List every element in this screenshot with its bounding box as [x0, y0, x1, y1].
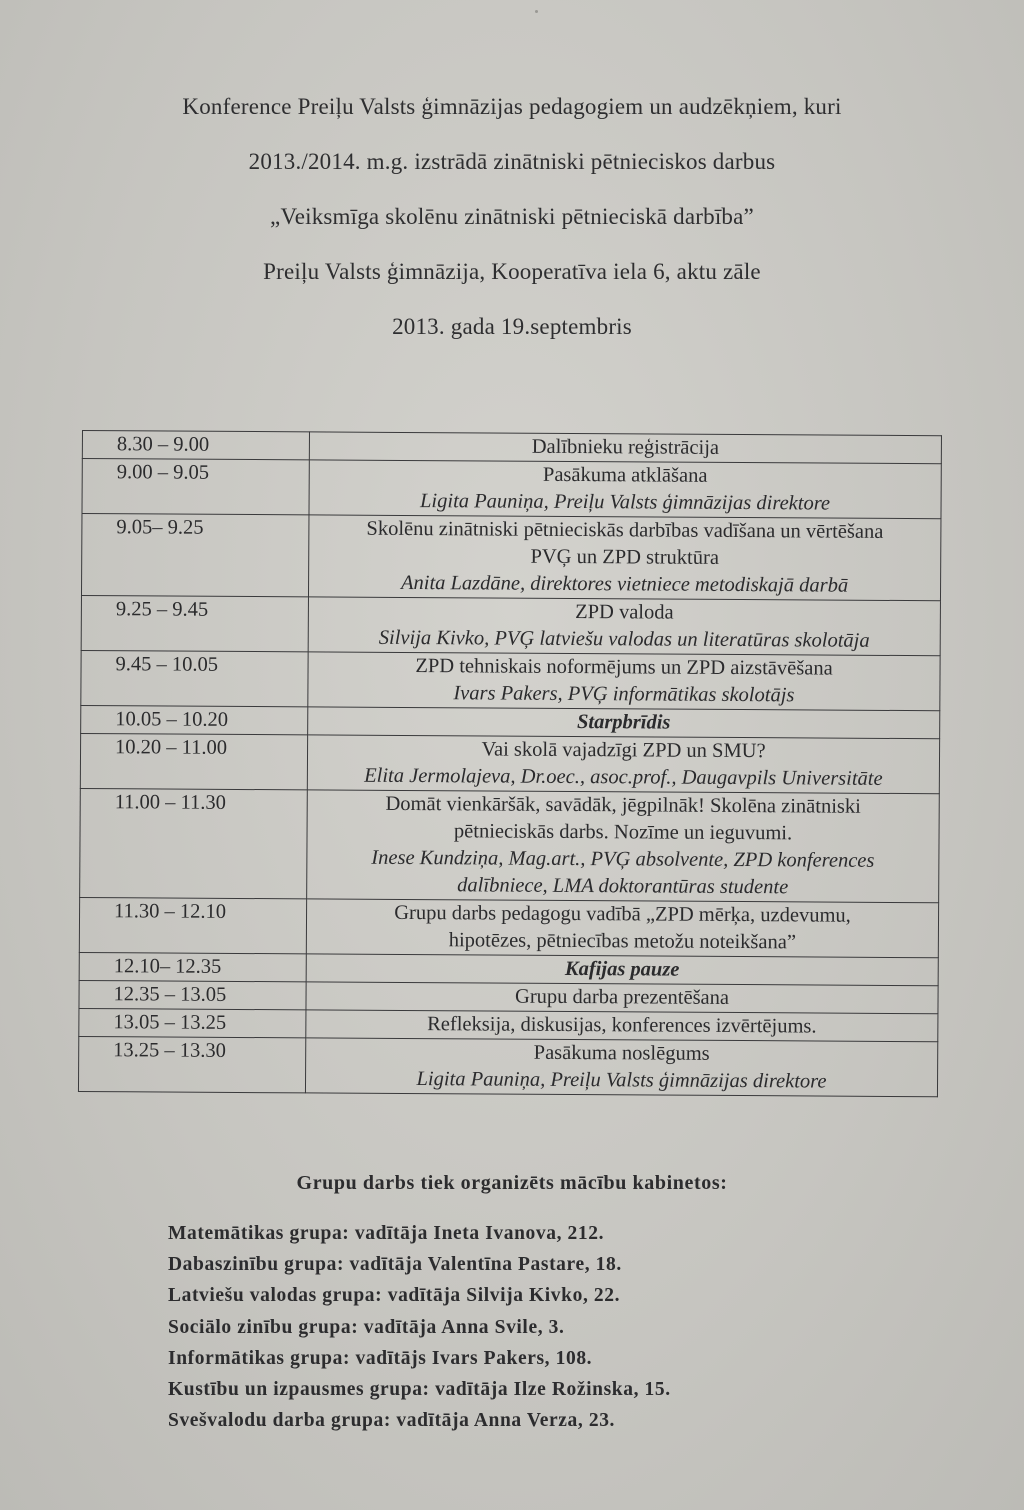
group-item: Svešvalodu darba grupa: vadītāja Anna Verza, 23.: [168, 1410, 616, 1432]
schedule-time: 9.05– 9.25: [81, 514, 308, 597]
session-speaker: Ligita Pauniņa, Preiļu Valsts ģimnāzijas direktore: [420, 490, 831, 515]
schedule-description: [309, 460, 941, 519]
session-title: pētnieciskās darbs. Nozīme un ieguvumi.: [453, 820, 793, 845]
session-title: ZPD valoda: [575, 601, 674, 624]
schedule-row: [81, 650, 940, 710]
schedule-row: [78, 1036, 937, 1096]
schedule-description: [308, 707, 940, 739]
groups-list: [168, 1218, 671, 1436]
schedule-row: [82, 459, 941, 519]
schedule-row: [79, 980, 938, 1013]
schedule-time: 9.45 – 10.05: [81, 650, 308, 706]
schedule-time: 8.30 – 9.00: [82, 431, 309, 460]
group-item: Informātikas grupa: vadītājs Ivars Pakers, 108.: [168, 1347, 593, 1369]
schedule-row: [80, 788, 940, 902]
schedule-description: [306, 982, 938, 1014]
schedule-description: [307, 790, 940, 903]
schedule-description: [308, 652, 940, 711]
event-date: 2013. gada 19.septembris: [392, 314, 632, 339]
session-title: Pasākuma noslēgums: [533, 1041, 710, 1065]
venue: Preiļu Valsts ģimnāzija, Kooperatīva iela 6, aktu zāle: [263, 259, 761, 284]
schedule-time: 10.20 – 11.00: [80, 733, 307, 789]
session-title: Domāt vienkāršāk, savādāk, jēgpilnāk! Skolēna zinātniski: [385, 792, 861, 818]
schedule-description: [306, 1010, 938, 1042]
schedule-time: 13.25 – 13.30: [78, 1036, 305, 1092]
paper-speck: [535, 10, 538, 13]
schedule-description: [308, 597, 940, 656]
schedule-time: 11.30 – 12.10: [79, 897, 306, 953]
header-title-line-1: Konference Preiļu Valsts ģimnāzijas pedagogiem un audzēkņiem, kuri: [182, 94, 842, 119]
document-header: [0, 95, 1024, 370]
schedule-description: [305, 1038, 937, 1097]
schedule-row: [81, 595, 940, 655]
schedule-time: 12.35 – 13.05: [79, 980, 306, 1009]
session-title: Grupu darbs pedagogu vadībā „ZPD mērķa, uzdevumu,: [394, 901, 851, 927]
session-title: PVĢ un ZPD struktūra: [530, 545, 720, 569]
break-label: Starpbrīdis: [576, 711, 671, 734]
group-item: Matemātikas grupa: vadītāja Ineta Ivanova, 212.: [168, 1223, 605, 1244]
group-item: Sociālo zinību grupa: vadītāja Anna Svile, 3.: [168, 1316, 565, 1338]
session-title: Vai skolā vajadzīgi ZPD un SMU?: [481, 738, 766, 763]
conference-title: „Veiksmīga skolēnu zinātniski pētnieciskā darbība”: [270, 204, 754, 229]
session-title: ZPD tehniskais noformējums un ZPD aizstāvēšana: [415, 655, 833, 680]
session-speaker: Silvija Kivko, PVĢ latviešu valodas un literatūras skolotāja: [378, 626, 870, 652]
header-title-line-2: 2013./2014. m.g. izstrādā zinātniski pētnieciskos darbus: [248, 149, 776, 174]
schedule-row: [79, 897, 938, 957]
schedule-description: [309, 432, 941, 464]
schedule-table: [78, 430, 942, 1097]
session-speaker: Elita Jermolajeva, Dr.oec., asoc.prof., Daugavpils Universitāte: [364, 764, 883, 790]
schedule-row: [80, 733, 939, 793]
session-title: hipotēzes, pētniecības metožu noteikšana”: [448, 929, 797, 954]
schedule-description: [308, 515, 940, 601]
group-item: Kustību un izpausmes grupa: vadītāja Ilze Rožinska, 15.: [168, 1379, 671, 1401]
group-item: Dabaszinību grupa: vadītāja Valentīna Pastare, 18.: [168, 1254, 622, 1276]
schedule-description: [306, 954, 938, 986]
schedule-row: [79, 952, 938, 985]
schedule-row: [79, 1008, 938, 1041]
session-speaker: Inese Kundziņa, Mag.art., PVĢ absolvente, ZPD konferences: [371, 846, 875, 872]
session-speaker: Ivars Pakers, PVĢ informātikas skolotājs: [453, 682, 795, 707]
schedule-time: 13.05 – 13.25: [79, 1008, 306, 1037]
schedule-time: 9.00 – 9.05: [82, 459, 309, 515]
session-title: Dalībnieku reģistrācija: [531, 435, 720, 459]
session-title: Pasākuma atklāšana: [542, 463, 708, 487]
schedule-time: 9.25 – 9.45: [81, 595, 308, 651]
session-title: Grupu darba prezentēšana: [514, 985, 730, 1009]
break-label: Kafijas pauze: [564, 957, 680, 981]
schedule-description: [307, 735, 939, 794]
schedule-description: [306, 899, 938, 958]
schedule-time: 11.00 – 11.30: [80, 788, 308, 898]
schedule-row: [81, 514, 940, 601]
session-speaker: dalībniece, LMA doktorantūras studente: [457, 874, 789, 899]
schedule-row: [81, 705, 940, 738]
session-speaker: Anita Lazdāne, direktores vietniece metodiskajā darbā: [400, 571, 849, 597]
session-title: Refleksija, diskusijas, konferences izvērtējums.: [427, 1013, 817, 1038]
session-title: Skolēnu zinātniski pētnieciskās darbības vadīšana un vērtēšana: [366, 517, 884, 543]
schedule-time: 12.10– 12.35: [79, 952, 306, 981]
groups-title: Grupu darbs tiek organizēts mācību kabinetos:: [296, 1172, 728, 1194]
schedule-time: 10.05 – 10.20: [81, 705, 308, 734]
session-speaker: Ligita Pauniņa, Preiļu Valsts ģimnāzijas direktore: [416, 1068, 827, 1093]
group-item: Latviešu valodas grupa: vadītāja Silvija Kivko, 22.: [168, 1285, 621, 1307]
